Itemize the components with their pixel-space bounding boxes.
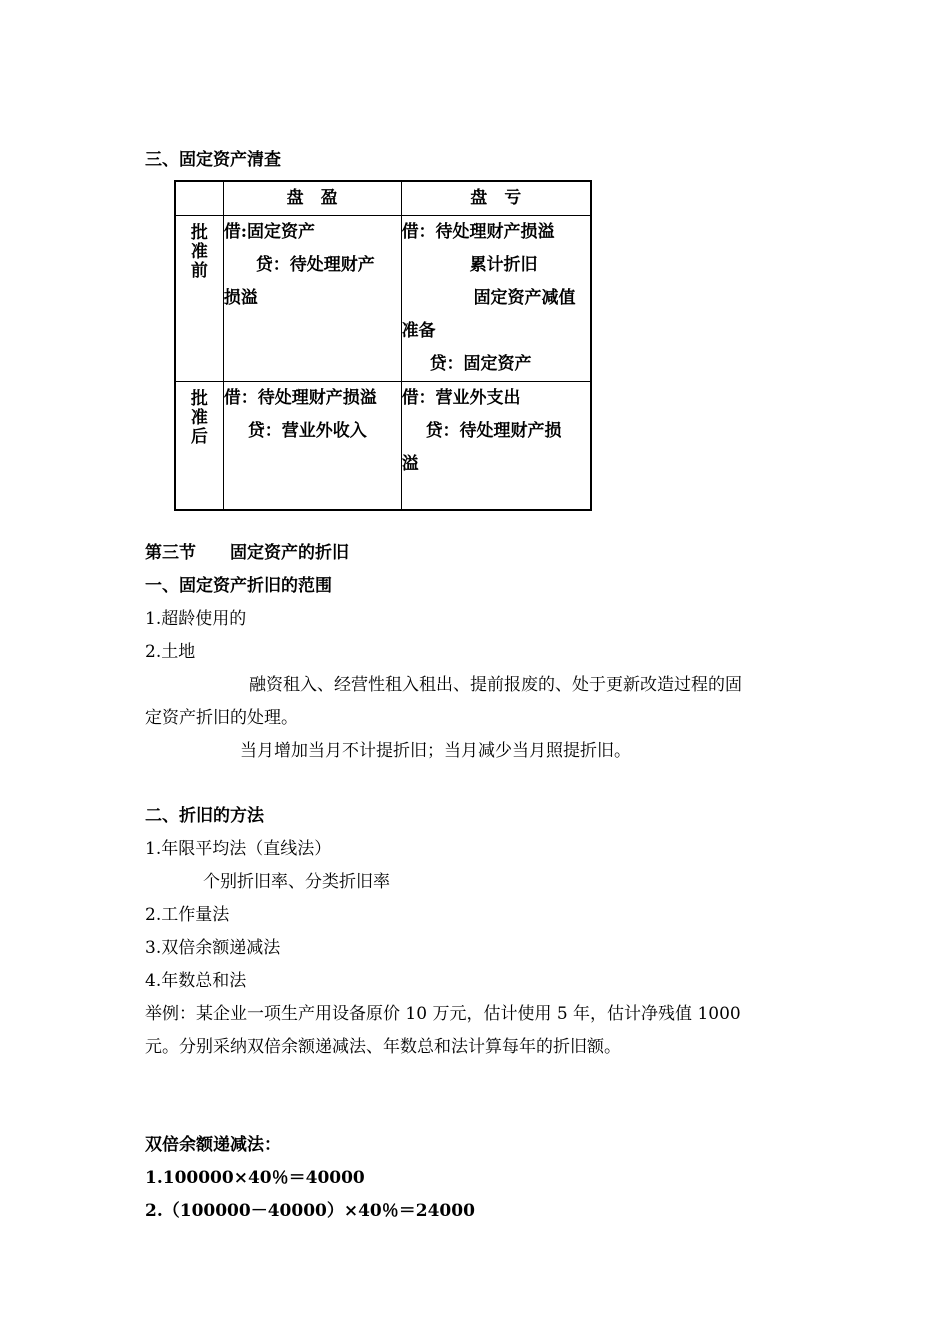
entry-debit: 借：营业外支出 xyxy=(401,388,521,408)
cell-after-profit xyxy=(223,382,401,510)
header-inventory-loss: 盘 亏 xyxy=(401,181,591,216)
entry-credit: 贷：营业外收入 xyxy=(247,421,367,441)
chapter-title: 第三节 固定资产的折旧 xyxy=(145,543,349,563)
cell-before-profit xyxy=(223,216,401,382)
method-4: 4.年数总和法 xyxy=(145,971,247,991)
entry-credit: 贷：待处理财产 xyxy=(255,255,375,275)
table-corner-cell xyxy=(175,181,223,216)
ddb-step-1: 1.100000×40％＝40000 xyxy=(145,1168,365,1188)
entry-debit: 借:固定资产 xyxy=(223,222,315,242)
cell-after-loss xyxy=(401,382,591,510)
ddb-step-2: 2.（100000－40000）×40％＝24000 xyxy=(145,1201,475,1221)
entry-debit-impairment: 固定资产减值 xyxy=(473,288,576,308)
entry-debit-impairment-cont: 准备 xyxy=(401,321,436,341)
entry-credit-cont: 溢 xyxy=(401,454,419,474)
methods-heading: 二、折旧的方法 xyxy=(145,806,264,826)
ddb-heading: 双倍余额递减法： xyxy=(145,1135,281,1155)
entry-debit: 借：待处理财产损溢 xyxy=(401,222,555,242)
row-label-after-approval: 批 准 后 xyxy=(175,382,223,510)
entry-debit-depreciation: 累计折旧 xyxy=(469,255,538,275)
row-label-before-approval: 批 准 前 xyxy=(175,216,223,382)
range-item-2: 2.土地 xyxy=(145,642,196,662)
note-line-3: 当月增加当月不计提折旧；当月减少当月照提折旧。 xyxy=(240,741,631,761)
method-2: 2.工作量法 xyxy=(145,905,230,925)
method-1-sub: 个别折旧率、分类折旧率 xyxy=(203,872,390,892)
entry-credit: 贷：待处理财产损 xyxy=(425,421,562,441)
range-item-1: 1.超龄使用的 xyxy=(145,609,247,629)
example-line-2: 元。分别采纳双倍余额递减法、年数总和法计算每年的折旧额。 xyxy=(145,1037,621,1057)
note-line-1: 融资租入、经营性租入租出、提前报废的、处于更新改造过程的固 xyxy=(249,675,742,695)
entry-credit-cont: 损溢 xyxy=(223,288,258,308)
entry-debit: 借：待处理财产损溢 xyxy=(223,388,377,408)
range-heading: 一、固定资产折旧的范围 xyxy=(145,576,332,596)
note-line-2: 定资产折旧的处理。 xyxy=(145,708,298,728)
entry-credit: 贷：固定资产 xyxy=(429,354,532,374)
method-1: 1.年限平均法（直线法） xyxy=(145,839,332,859)
cell-before-loss xyxy=(401,216,591,382)
header-inventory-profit: 盘 盈 xyxy=(223,181,401,216)
example-line-1: 举例：某企业一项生产用设备原价 10 万元，估计使用 5 年，估计净残值 1000 xyxy=(145,1004,741,1024)
asset-inventory-table xyxy=(174,180,592,511)
section-heading-inventory: 三、固定资产清查 xyxy=(145,150,281,170)
method-3: 3.双倍余额递减法 xyxy=(145,938,281,958)
